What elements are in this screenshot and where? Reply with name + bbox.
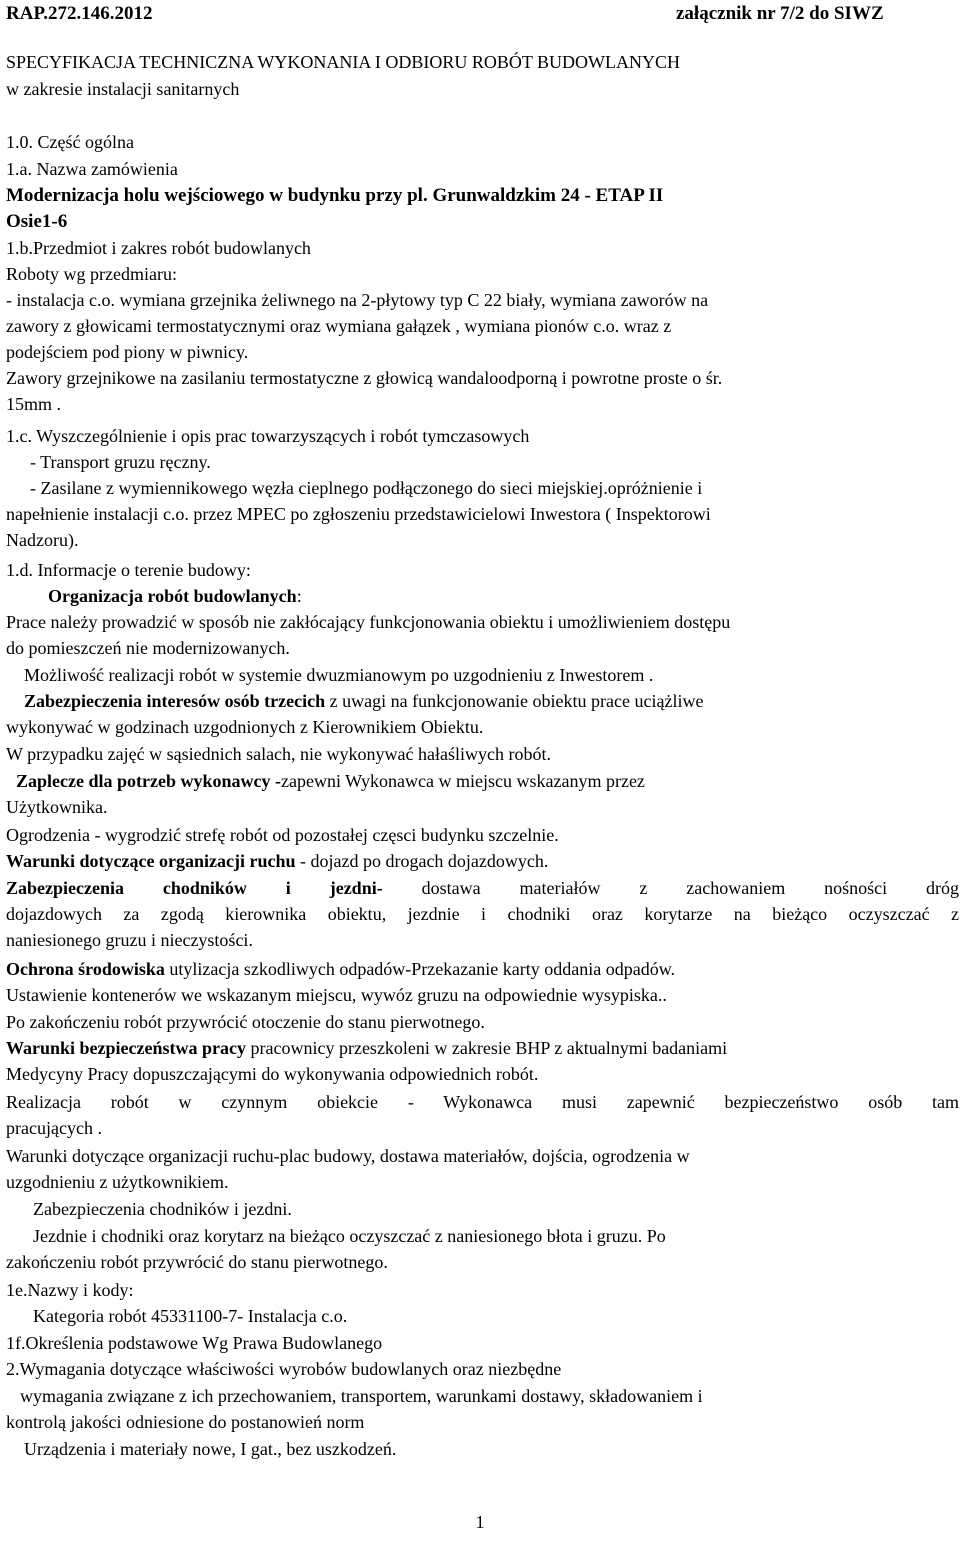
- traffic-organization-site-line: uzgodnieniu z użytkownikiem.: [6, 1172, 229, 1192]
- section-2: 2.Wymagania dotyczące właściwości wyrobów budowlanych oraz niezbędne: [6, 1359, 562, 1379]
- section-2-line: wymagania związane z ich przechowaniem, transportem, warunkami dostawy, składowaniem i: [20, 1386, 703, 1406]
- work-safety: Warunki bezpieczeństwa pracy pracownicy przeszkoleni w zakresie BHP z aktualnymi badaniami: [6, 1038, 728, 1058]
- section-1b: 1.b.Przedmiot i zakres robót budowlanych: [6, 238, 311, 258]
- two-shift-text: Możliwość realizacji robót w systemie dwuzmianowym po uzgodnieniu z Inwestorem .: [24, 665, 654, 685]
- traffic-organization: Warunki dotyczące organizacji ruchu - dojazd po drogach dojazdowych.: [6, 851, 549, 871]
- work-safety-line: pracujących .: [6, 1118, 102, 1138]
- order-name-line1: Modernizacja holu wejściowego w budynku przy pl. Grunwaldzkim 24 - ETAP II: [6, 185, 664, 206]
- doc-title-line1: SPECYFIKACJA TECHNICZNA WYKONANIA I ODBIORU ROBÓT BUDOWLANYCH: [6, 52, 681, 72]
- scope-line: - instalacja c.o. wymiana grzejnika żeliwnego na 2-płytowy typ C 22 biały, wymiana zaworów na: [6, 290, 709, 310]
- doc-title-line2: w zakresie instalacji sanitarnych: [6, 79, 240, 99]
- environment-protection-line: Ustawienie kontenerów we wskazanym miejscu, wywóz gruzu na odpowiednie wysypiska..: [6, 985, 667, 1005]
- scope-line: 15mm .: [6, 394, 62, 414]
- page-number: 1: [475, 1512, 485, 1532]
- order-name-line2: Osie1-6: [6, 211, 68, 232]
- scope-line: podejściem pod piony w piwnicy.: [6, 342, 249, 362]
- organization-text: Prace należy prowadzić w sposób nie zakłócający funkcjonowania obiektu i umożliwieniem dostępu: [6, 612, 731, 632]
- environment-protection: Ochrona środowiska utylizacja szkodliwych odpadów-Przekazanie karty oddania odpadów.: [6, 959, 676, 979]
- section-1a: 1.a. Nazwa zamówienia: [6, 159, 178, 179]
- traffic-organization-site: Warunki dotyczące organizacji ruchu-plac budowy, dostawa materiałów, dojścia, ogrodzenia w: [6, 1146, 690, 1166]
- sidewalk-protection-line: dojazdowych za zgodą kierownika obiektu, jezdnie i chodniki oraz korytarze na bieżąco oczyszczać z: [6, 904, 959, 924]
- third-party-protection-line: W przypadku zajęć w sąsiednich salach, nie wykonywać hałaśliwych robót.: [6, 744, 551, 764]
- third-party-protection-line: wykonywać w godzinach uzgodnionych z Kierownikiem Obiektu.: [6, 717, 484, 737]
- work-safety-line: Realizacja robót w czynnym obiekcie - Wykonawca musi zapewnić bezpieczeństwo osób tam: [6, 1092, 959, 1112]
- section-2-line: kontrolą jakości odniesione do postanowień norm: [6, 1412, 365, 1432]
- sidewalk-protection-2: Zabezpieczenia chodników i jezdni.: [33, 1199, 292, 1219]
- section-1d: 1.d. Informacje o terenie budowy:: [6, 560, 251, 580]
- section-1c-item: Nadzoru).: [6, 530, 79, 550]
- section-1c-item: napełnienie instalacji c.o. przez MPEC po zgłoszeniu przedstawicielowi Inwestora ( Inspektorowi: [6, 504, 711, 524]
- section-1f: 1f.Określenia podstawowe Wg Prawa Budowlanego: [6, 1333, 383, 1353]
- contractor-facilities: Zaplecze dla potrzeb wykonawcy -zapewni Wykonawca w miejscu wskazanym przez: [16, 771, 645, 791]
- sidewalk-protection: Zabezpieczenia chodników i jezdni- dostawa materiałów z zachowaniem nośności dróg: [6, 878, 959, 898]
- section-1c: 1.c. Wyszczególnienie i opis prac towarzyszących i robót tymczasowych: [6, 426, 530, 446]
- scope-line: zawory z głowicami termostatycznymi oraz wymiana gałązek , wymiana pionów c.o. wraz z: [6, 316, 672, 336]
- contractor-facilities-line: Użytkownika.: [6, 797, 108, 817]
- roads-cleaning: Jezdnie i chodniki oraz korytarz na bieżąco oczyszczać z naniesionego błota i gruzu. Po: [33, 1226, 666, 1246]
- section-2-line: Urządzenia i materiały nowe, I gat., bez uszkodzeń.: [24, 1439, 397, 1459]
- section-1c-item: - Zasilane z wymiennikowego węzła cieplnego podłączonego do sieci miejskiej.opróżnienie i: [30, 478, 703, 498]
- sidewalk-protection-line: naniesionego gruzu i nieczystości.: [6, 930, 253, 950]
- scope-line: Roboty wg przedmiaru:: [6, 264, 177, 284]
- header-ref: RAP.272.146.2012: [6, 3, 153, 24]
- header-attachment: załącznik nr 7/2 do SIWZ: [676, 3, 884, 24]
- work-safety-line: Medycyny Pracy dopuszczającymi do wykonywania odpowiednich robót.: [6, 1064, 539, 1084]
- fencing-text: Ogrodzenia - wygrodzić strefę robót od pozostałej częsci budynku szczelnie.: [6, 825, 559, 845]
- organization-heading: Organizacja robót budowlanych:: [48, 586, 302, 606]
- third-party-protection: Zabezpieczenia interesów osób trzecich z uwagi na funkcjonowanie obiektu prace uciążliwe: [24, 691, 704, 711]
- scope-line: Zawory grzejnikowe na zasilaniu termostatyczne z głowicą wandaloodporną i powrotne proste o śr.: [6, 368, 723, 388]
- section-1-0: 1.0. Część ogólna: [6, 132, 134, 152]
- work-category: Kategoria robót 45331100-7- Instalacja c.o.: [33, 1306, 348, 1326]
- section-1c-item: - Transport gruzu ręczny.: [30, 452, 211, 472]
- roads-cleaning-line: zakończeniu robót przywrócić do stanu pierwotnego.: [6, 1252, 388, 1272]
- environment-protection-line: Po zakończeniu robót przywrócić otoczenie do stanu pierwotnego.: [6, 1012, 485, 1032]
- organization-text: do pomieszczeń nie modernizowanych.: [6, 638, 290, 658]
- section-1e: 1e.Nazwy i kody:: [6, 1280, 134, 1300]
